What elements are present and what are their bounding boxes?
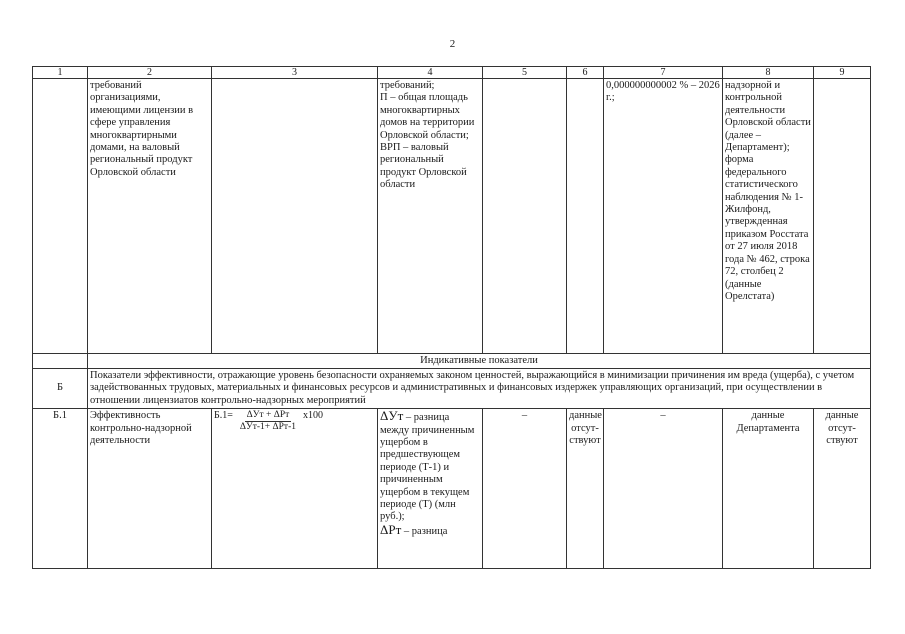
indicator-code: Б.1 xyxy=(33,409,88,569)
indicator-name: Эффективность контрольно-надзорной деятельности xyxy=(88,409,212,569)
section-title-row xyxy=(33,354,871,369)
cell-empty xyxy=(212,79,378,354)
page-number: 2 xyxy=(449,38,456,50)
formula-numerator: ΔУт + ΔРт xyxy=(246,410,290,421)
cell-empty xyxy=(483,79,567,354)
group-description: Показатели эффективности, отражающие уровень безопасности охраняемых законом ценностей, выражающийся в минимизации причинения им вреда (ущерба), с учетом задействованных трудовых, материальных и финансовых ресурсов и административных и финансовых издержек управляющих организаций, при осуществлении в отношении лицензиатов контрольно-надзорных мероприятий xyxy=(88,369,871,409)
formula-suffix: х100 xyxy=(302,410,323,422)
cell-empty xyxy=(33,354,88,369)
current-value: данные отсут-ствуют xyxy=(567,409,604,569)
group-code: Б xyxy=(33,369,88,409)
col-num-2: 2 xyxy=(88,67,212,79)
data-source: данные Департамента xyxy=(723,409,814,569)
note-value: данные отсут-ствуют xyxy=(814,409,871,569)
cont-source-text: надзорной и контрольной деятельности Орловской области (далее – Департамент); форма федерального статистического наблюдения № 1-Жилфонд, утвержденная приказом Росстата от 27 июля 2018 года № 462, строка 72, столбец 2 (данные Орелстата) xyxy=(723,79,814,354)
formula-prefix: Б.1= xyxy=(214,410,233,422)
delta-r-symbol: ΔРт xyxy=(380,521,402,537)
cont-indicator-text: требований организациями, имеющими лицензии в сфере управления многоквартирными домами, на валовый региональный продукт Орловской области xyxy=(88,79,212,354)
formula-denominator: ΔУт-1+ ΔРт-1 xyxy=(239,422,296,433)
indicator-b1-row xyxy=(33,409,871,569)
baseline-value: – xyxy=(483,409,567,569)
col-num-5: 5 xyxy=(483,67,567,79)
delta-u-description: – разница между причиненным ущербом в предшествующем периоде (Т-1) и причиненным ущербом в текущем периоде (Т) (млн руб.); xyxy=(380,412,475,523)
col-num-7: 7 xyxy=(604,67,723,79)
formula-fraction xyxy=(238,410,298,433)
delta-r-description: – разница xyxy=(401,525,448,537)
indicator-formula xyxy=(212,409,378,569)
group-b-row xyxy=(33,369,871,409)
col-num-6: 6 xyxy=(567,67,604,79)
target-value: – xyxy=(604,409,723,569)
cell-empty xyxy=(567,79,604,354)
section-title: Индикативные показатели xyxy=(88,354,871,369)
col-num-3: 3 xyxy=(212,67,378,79)
col-num-4: 4 xyxy=(378,67,483,79)
continuation-row xyxy=(33,79,871,354)
cont-variables-text: требований; П – общая площадь многоквартирных домов на территории Орловской области; ВРП – валовый региональный продукт Орловской области xyxy=(378,79,483,354)
cell-empty xyxy=(814,79,871,354)
delta-u-symbol: ΔУт xyxy=(380,408,404,424)
column-number-row xyxy=(33,67,871,79)
cell-empty xyxy=(33,79,88,354)
col-num-1: 1 xyxy=(33,67,88,79)
cont-target-value: 0,000000000002 % – 2026 г.; xyxy=(604,79,723,354)
col-num-9: 9 xyxy=(814,67,871,79)
col-num-8: 8 xyxy=(723,67,814,79)
indicators-table xyxy=(32,66,871,569)
indicator-variables xyxy=(378,409,483,569)
